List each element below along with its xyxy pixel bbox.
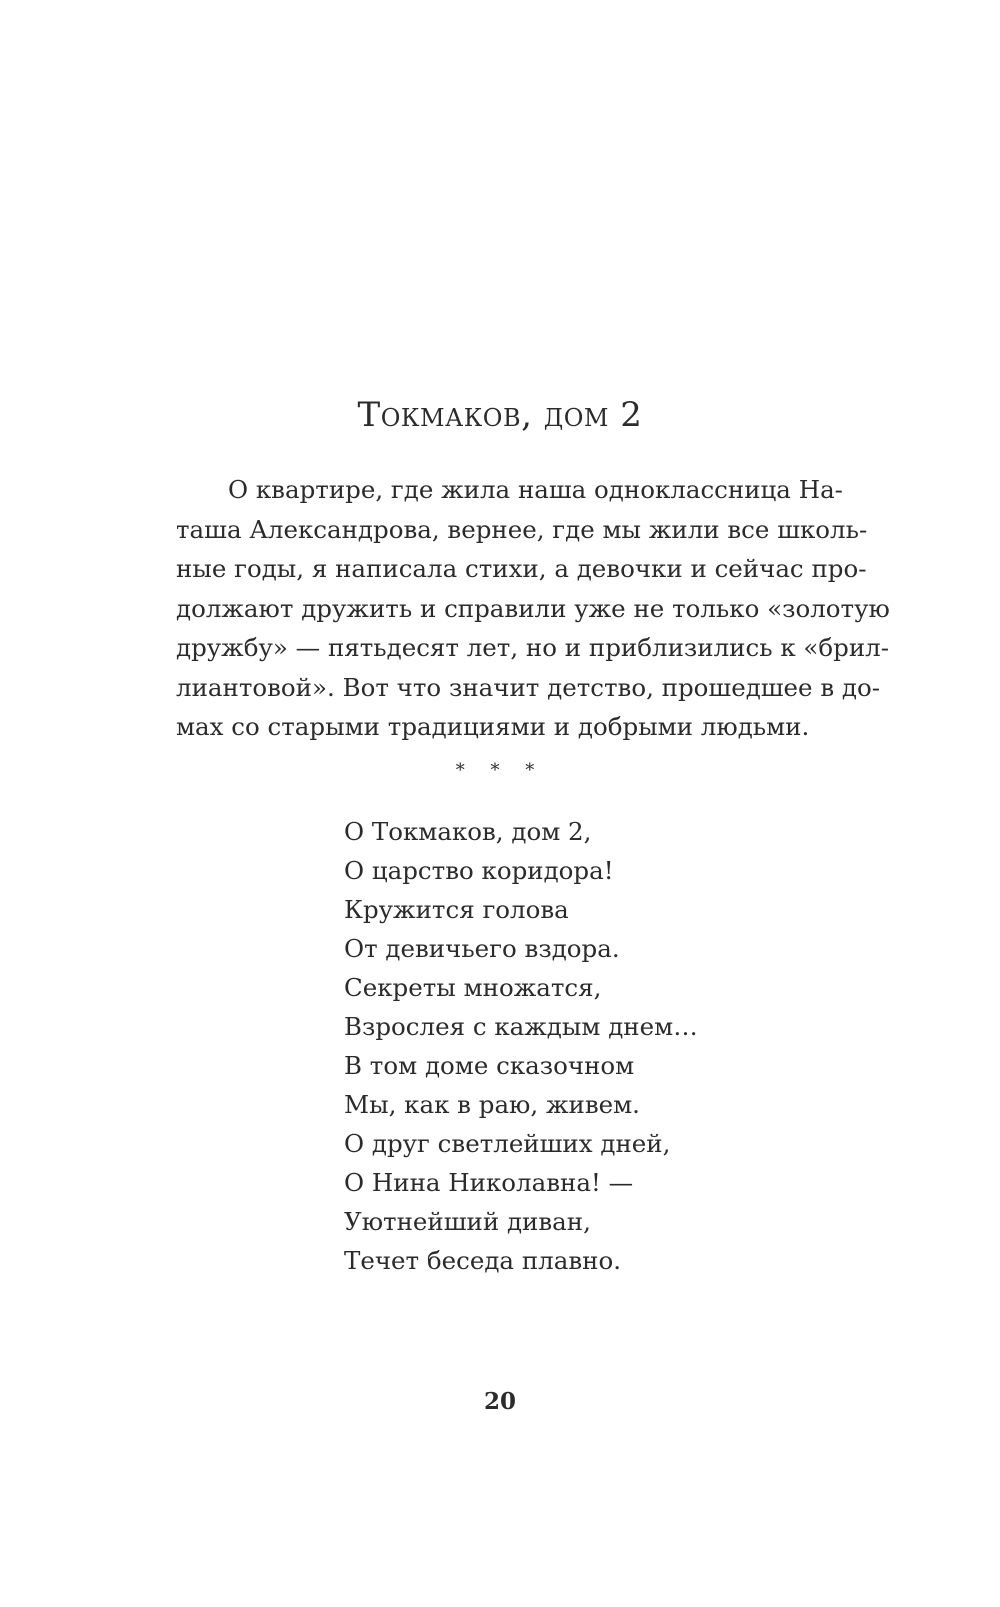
poem-line: Мы, как в раю, живем. [344, 1090, 640, 1119]
section-separator: * * * [455, 760, 545, 781]
intro-paragraph [176, 470, 890, 747]
poem-line: Взрослея с каждым днем… [344, 1012, 698, 1041]
paragraph-line: ные годы, я написала стихи, а девочки и сейчас про- [176, 554, 867, 583]
paragraph-line: О квартире, где жила наша одноклассница На- [228, 475, 843, 504]
poem-line: Течет беседа плавно. [344, 1246, 621, 1275]
poem-line: О Нина Николавна! — [344, 1168, 634, 1197]
poem-line: Уютнейший диван, [344, 1207, 591, 1236]
poem [344, 812, 698, 1280]
paragraph-line: мах со старыми традициями и добрыми людьми. [176, 712, 810, 741]
paragraph-line: дружбу» — пятьдесят лет, но и приблизились к «брил- [176, 633, 890, 662]
poem-line: От девичьего вздора. [344, 934, 620, 963]
poem-line: В том доме сказочном [344, 1051, 635, 1080]
page-number: 20 [483, 1388, 516, 1415]
page-title: Токмаков, дом 2 [357, 395, 643, 435]
paragraph-line: должают дружить и справили уже не только «золотую [176, 593, 890, 623]
paragraph-line: таша Александрова, вернее, где мы жили все школь- [176, 514, 868, 544]
poem-line: О царство коридора! [344, 856, 614, 885]
paragraph-line: лиантовой». Вот что значит детство, прошедшее в до- [176, 672, 881, 702]
poem-line: Кружится голова [344, 895, 569, 924]
poem-line: О друг светлейших дней, [344, 1129, 671, 1158]
poem-line: Секреты множатся, [344, 973, 602, 1002]
poem-line: О Токмаков, дом 2, [344, 817, 592, 846]
